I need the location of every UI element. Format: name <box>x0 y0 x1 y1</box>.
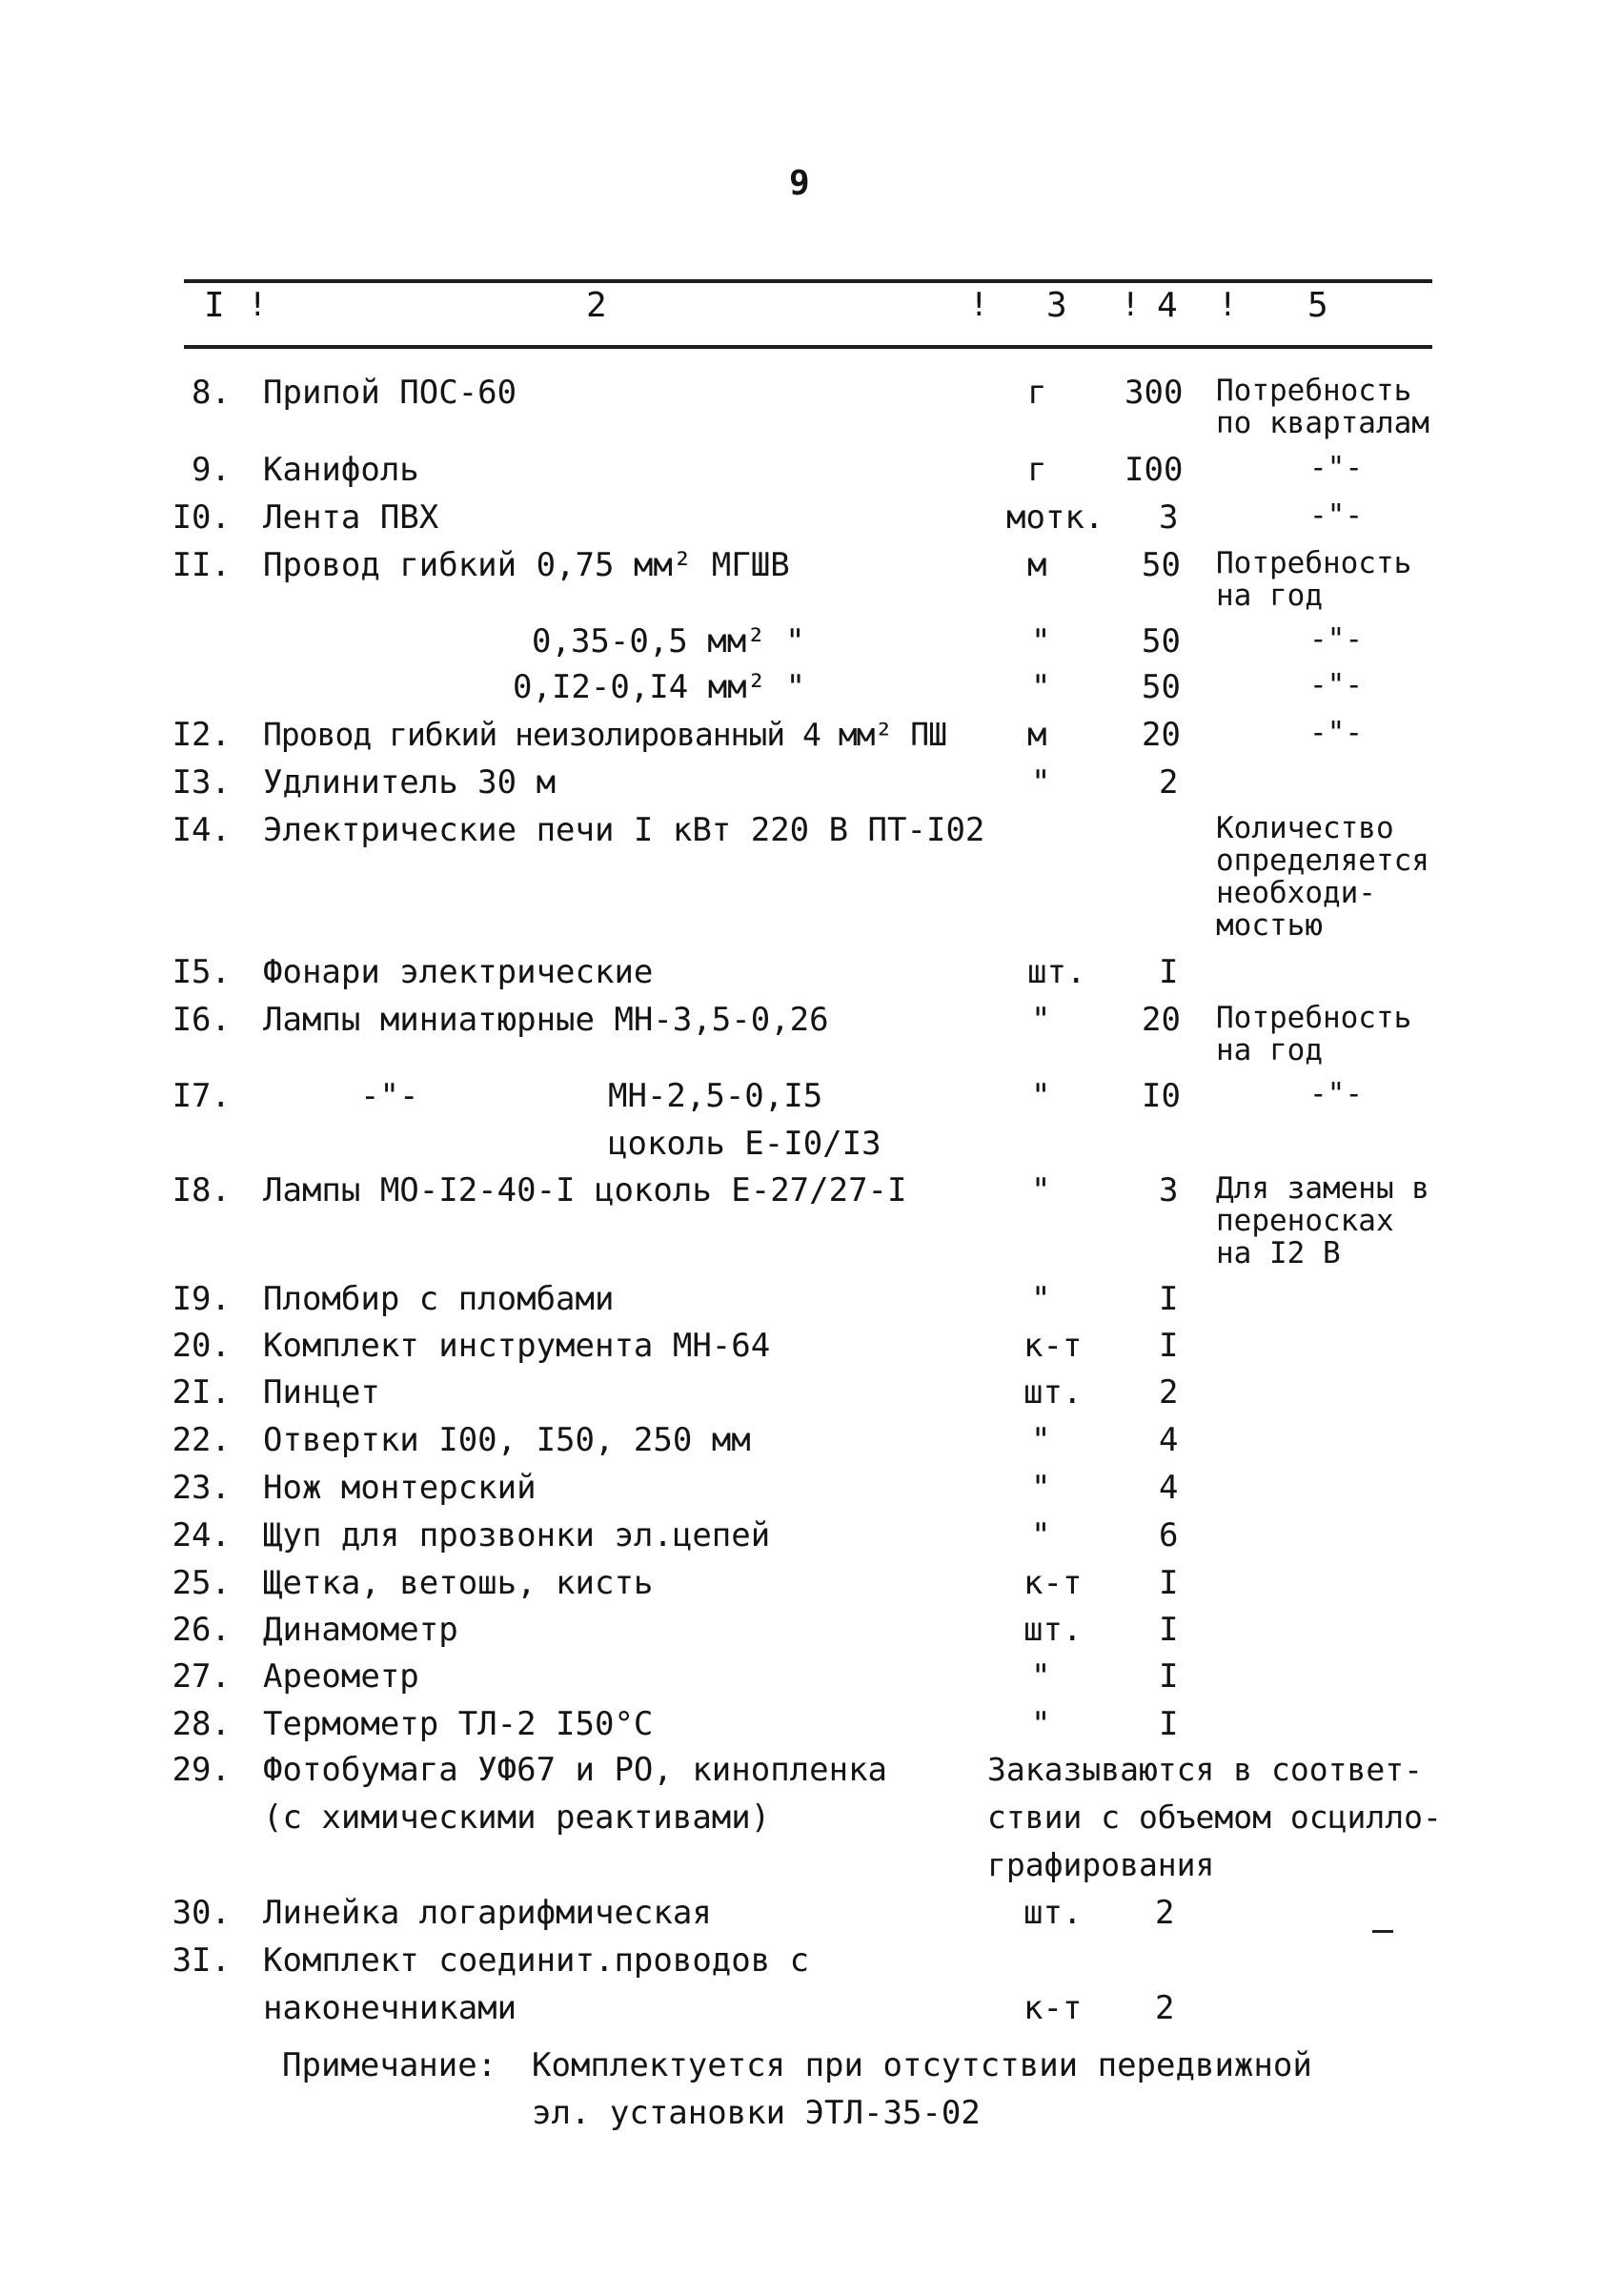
header-separator: ! <box>1218 286 1238 324</box>
item-note: -"- <box>1309 622 1363 657</box>
item-unit: г <box>1027 374 1047 412</box>
item-unit: м <box>1027 716 1047 754</box>
item-quantity: 50 <box>1142 622 1181 660</box>
row-number: 23. <box>172 1469 231 1507</box>
item-name: Ареометр <box>263 1657 419 1696</box>
row-number: I9. <box>172 1280 231 1318</box>
item-quantity: 2 <box>1155 1989 1175 2027</box>
item-unit: шт. <box>1023 1894 1083 1932</box>
item-name-detail: МН-2,5-0,I5 цоколь Е-I0/I3 <box>608 1077 881 1163</box>
item-note: Потребность по кварталам <box>1216 374 1429 440</box>
item-unit: " <box>1031 763 1051 802</box>
item-unit: шт. <box>1023 1611 1083 1649</box>
item-quantity: I <box>1159 953 1179 991</box>
item-unit: к-т <box>1023 1564 1083 1602</box>
item-quantity: I <box>1159 1705 1179 1743</box>
note-label: Примечание: <box>282 2046 497 2084</box>
item-quantity: 4 <box>1159 1469 1179 1507</box>
stray-mark <box>1372 1930 1393 1933</box>
item-quantity: 300 <box>1125 374 1184 412</box>
item-unit: " <box>1031 1421 1051 1459</box>
item-quantity: 4 <box>1159 1421 1179 1459</box>
row-number: 8. <box>192 374 231 412</box>
item-quantity: I <box>1159 1657 1179 1696</box>
row-number: 28. <box>172 1705 231 1743</box>
item-unit: к-т <box>1023 1327 1083 1365</box>
item-note: Заказываются в соответ- ствии с объемом осцилло- графирования <box>987 1751 1442 1883</box>
row-number: I8. <box>172 1171 231 1209</box>
table-header-rule <box>184 345 1432 349</box>
item-name: Комплект инструмента МН-64 <box>263 1327 771 1365</box>
row-number: I3. <box>172 763 231 802</box>
row-number: 30. <box>172 1894 231 1932</box>
item-quantity: I <box>1159 1280 1179 1318</box>
item-quantity: 6 <box>1159 1516 1179 1554</box>
row-number: 29. <box>172 1751 231 1789</box>
item-quantity: 20 <box>1142 716 1181 754</box>
item-name: 0,I2-0,I4 мм² " <box>513 668 806 706</box>
row-number: 20. <box>172 1327 231 1365</box>
item-name: Фонари электрические <box>263 953 654 991</box>
item-quantity: I <box>1159 1327 1179 1365</box>
item-note: -"- <box>1309 716 1363 750</box>
row-number: I2. <box>172 716 231 754</box>
item-note: Для замены в переносках на I2 В <box>1216 1171 1429 1270</box>
item-unit: " <box>1031 1469 1051 1507</box>
item-unit: к-т <box>1023 1989 1083 2027</box>
header-col-2: 2 <box>586 286 607 325</box>
item-note: Количество определяется необходи- мостью <box>1216 811 1429 943</box>
row-number: II. <box>172 546 231 584</box>
item-name: Лампы миниатюрные МН-3,5-0,26 <box>263 1001 829 1039</box>
item-unit: шт. <box>1027 953 1086 991</box>
header-separator: ! <box>969 286 989 324</box>
item-name: Канифоль <box>263 451 419 489</box>
item-quantity: I <box>1159 1564 1179 1602</box>
item-name: Отвертки I00, I50, 250 мм <box>263 1421 751 1459</box>
item-unit: м <box>1027 546 1047 584</box>
item-unit: " <box>1031 1280 1051 1318</box>
row-number: I5. <box>172 953 231 991</box>
page-number: 9 <box>789 164 810 203</box>
item-note: Потребность на год <box>1216 546 1412 613</box>
item-quantity: 20 <box>1142 1001 1181 1039</box>
row-number: 24. <box>172 1516 231 1554</box>
row-number: 3I. <box>172 1941 231 1980</box>
row-number: I6. <box>172 1001 231 1039</box>
item-note: Потребность на год <box>1216 1001 1412 1067</box>
item-name: Удлинитель 30 м <box>263 763 557 802</box>
item-unit: " <box>1031 1705 1051 1743</box>
row-number: 26. <box>172 1611 231 1649</box>
item-unit: " <box>1031 1516 1051 1554</box>
item-quantity: I0 <box>1142 1077 1181 1115</box>
item-name: Линейка логарифмическая <box>263 1894 712 1932</box>
item-name: Термометр ТЛ-2 I50°С <box>263 1705 654 1743</box>
item-note: -"- <box>1309 498 1363 533</box>
item-name: Лента ПВХ <box>263 498 439 537</box>
table-top-rule <box>184 279 1432 283</box>
item-note: -"- <box>1309 451 1363 485</box>
item-name: Пломбир с пломбами <box>263 1280 615 1318</box>
item-quantity: 2 <box>1159 763 1179 802</box>
row-number: I0. <box>172 498 231 537</box>
item-unit: мотк. <box>1006 498 1104 537</box>
item-unit: шт. <box>1023 1373 1083 1412</box>
item-name: Припой ПОС-60 <box>263 374 517 412</box>
item-unit: г <box>1027 451 1047 489</box>
item-name: 0,35-0,5 мм² " <box>532 622 805 660</box>
item-name: Электрические печи I кВт 220 В ПТ-I02 <box>263 811 985 849</box>
row-number: 2I. <box>172 1373 231 1412</box>
item-quantity: 50 <box>1142 546 1181 584</box>
item-name: Нож монтерский <box>263 1469 537 1507</box>
item-unit: " <box>1031 1077 1051 1115</box>
item-note: -"- <box>1309 1077 1363 1111</box>
item-name: Щуп для прозвонки эл.цепей <box>263 1516 771 1554</box>
header-separator: ! <box>1121 286 1141 324</box>
row-number: 25. <box>172 1564 231 1602</box>
item-quantity: 3 <box>1159 498 1179 537</box>
item-quantity: 2 <box>1159 1373 1179 1412</box>
row-number: I7. <box>172 1077 231 1115</box>
item-name: Динамометр <box>263 1611 458 1649</box>
header-col-5: 5 <box>1307 286 1328 325</box>
item-name: Лампы МО-I2-40-I цоколь Е-27/27-I <box>263 1171 907 1209</box>
note-text: Комплектуется при отсутствии передвижной эл. установки ЭТЛ-35-02 <box>532 2046 1312 2132</box>
header-col-1: I <box>204 286 225 325</box>
row-number: 22. <box>172 1421 231 1459</box>
item-quantity: 3 <box>1159 1171 1179 1209</box>
item-unit: " <box>1031 668 1051 706</box>
item-unit: " <box>1031 1171 1051 1209</box>
item-quantity: I <box>1159 1611 1179 1649</box>
item-quantity: 2 <box>1155 1894 1175 1932</box>
row-number: 9. <box>192 451 231 489</box>
item-name: Пинцет <box>263 1373 380 1412</box>
header-col-3: 3 <box>1046 286 1067 325</box>
item-unit: " <box>1031 1657 1051 1696</box>
item-note: -"- <box>1309 668 1363 702</box>
item-name: Комплект соединит.проводов с наконечниками <box>263 1941 810 2027</box>
item-name: Фотобумага УФ67 и РО, кинопленка (с химическими реактивами) <box>263 1751 888 1837</box>
item-name: Провод гибкий 0,75 мм² МГШВ <box>263 546 790 584</box>
item-name: Провод гибкий неизолированный 4 мм² ПШ <box>263 716 946 753</box>
item-unit: " <box>1031 1001 1051 1039</box>
item-quantity: 50 <box>1142 668 1181 706</box>
row-number: I4. <box>172 811 231 849</box>
header-col-4: 4 <box>1157 286 1178 325</box>
item-quantity: I00 <box>1125 451 1184 489</box>
item-name: Щетка, ветошь, кисть <box>263 1564 654 1602</box>
header-separator: ! <box>248 286 268 324</box>
item-unit: " <box>1031 622 1051 660</box>
item-name: -"- <box>360 1077 419 1115</box>
row-number: 27. <box>172 1657 231 1696</box>
